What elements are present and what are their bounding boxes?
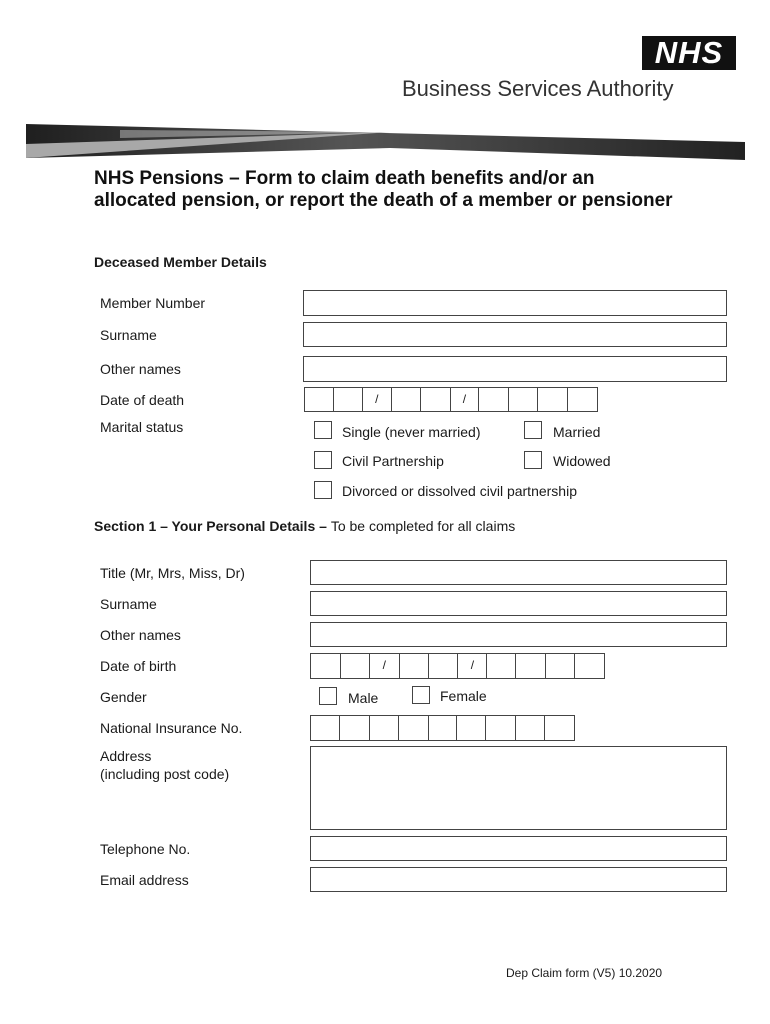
date-cell[interactable] xyxy=(341,654,370,678)
date-cell[interactable] xyxy=(538,388,568,411)
widowed-checkbox[interactable] xyxy=(524,451,542,469)
ni-cell[interactable] xyxy=(370,716,399,740)
civil-partnership-checkbox[interactable] xyxy=(314,451,332,469)
date-separator: / xyxy=(458,654,487,678)
date-cell[interactable] xyxy=(487,654,516,678)
member-number-label: Member Number xyxy=(100,295,206,311)
date-of-death-label: Date of death xyxy=(100,392,185,408)
marital-status-label: Marital status xyxy=(100,419,184,435)
date-cell[interactable] xyxy=(392,388,421,411)
deceased-other-names-field[interactable] xyxy=(303,356,727,382)
deceased-surname-label: Surname xyxy=(100,327,157,343)
address-sublabel: (including post code) xyxy=(100,766,230,782)
section-1-heading xyxy=(94,518,515,534)
date-of-death-field[interactable] xyxy=(304,387,598,412)
deceased-other-names-label: Other names xyxy=(100,361,181,377)
date-separator: / xyxy=(451,388,480,411)
address-label: Address xyxy=(100,748,152,764)
section-1-heading-note: To be completed for all claims xyxy=(330,518,516,534)
organisation-name: Business Services Authority xyxy=(402,76,674,101)
date-cell[interactable] xyxy=(400,654,429,678)
form-title: NHS Pensions – Form to claim death benefits and/or an allocated pension, or report the death of a member or pensioner xyxy=(94,168,673,211)
ni-cell[interactable] xyxy=(399,716,429,740)
married-checkbox[interactable] xyxy=(524,421,542,439)
female-option-label: Female xyxy=(440,688,487,704)
date-cell[interactable] xyxy=(479,388,509,411)
date-cell[interactable] xyxy=(305,388,334,411)
date-of-birth-label: Date of birth xyxy=(100,658,177,674)
married-option-label: Married xyxy=(553,424,601,440)
ni-cell[interactable] xyxy=(311,716,340,740)
surname-label: Surname xyxy=(100,596,157,612)
civil-partnership-option-label: Civil Partnership xyxy=(342,453,444,469)
widowed-option-label: Widowed xyxy=(553,453,611,469)
date-cell[interactable] xyxy=(421,388,451,411)
ni-cell[interactable] xyxy=(457,716,486,740)
ni-number-field[interactable] xyxy=(310,715,575,741)
male-option-label: Male xyxy=(348,690,379,706)
ni-cell[interactable] xyxy=(340,716,370,740)
divorced-checkbox[interactable] xyxy=(314,481,332,499)
date-cell[interactable] xyxy=(334,388,363,411)
gender-label: Gender xyxy=(100,689,147,705)
title-field[interactable] xyxy=(310,560,727,585)
surname-field[interactable] xyxy=(310,591,727,616)
date-cell[interactable] xyxy=(509,388,538,411)
date-cell[interactable] xyxy=(568,388,598,411)
date-cell[interactable] xyxy=(546,654,575,678)
other-names-label: Other names xyxy=(100,627,181,643)
deceased-details-heading: Deceased Member Details xyxy=(94,254,267,270)
date-of-birth-field[interactable] xyxy=(310,653,605,679)
nhs-logo: NHS xyxy=(642,36,736,70)
ni-cell[interactable] xyxy=(486,716,516,740)
telephone-label: Telephone No. xyxy=(100,841,191,857)
single-checkbox[interactable] xyxy=(314,421,332,439)
form-reference: Dep Claim form (V5) 10.2020 xyxy=(506,966,663,980)
address-field[interactable] xyxy=(310,746,727,830)
other-names-field[interactable] xyxy=(310,622,727,647)
header-swoosh-banner xyxy=(0,118,770,166)
date-separator: / xyxy=(363,388,392,411)
date-cell[interactable] xyxy=(575,654,605,678)
email-label: Email address xyxy=(100,872,189,888)
date-separator: / xyxy=(370,654,400,678)
ni-cell[interactable] xyxy=(516,716,545,740)
ni-cell[interactable] xyxy=(545,716,575,740)
female-checkbox[interactable] xyxy=(412,686,430,704)
ni-cell[interactable] xyxy=(429,716,458,740)
member-number-field[interactable] xyxy=(303,290,727,316)
email-field[interactable] xyxy=(310,867,727,892)
date-cell[interactable] xyxy=(516,654,546,678)
date-cell[interactable] xyxy=(311,654,341,678)
ni-number-label: National Insurance No. xyxy=(100,720,243,736)
date-cell[interactable] xyxy=(429,654,459,678)
divorced-option-label: Divorced or dissolved civil partnership xyxy=(342,483,577,499)
deceased-surname-field[interactable] xyxy=(303,322,727,347)
title-label: Title (Mr, Mrs, Miss, Dr) xyxy=(100,565,245,581)
section-1-heading-bold: Section 1 – Your Personal Details – xyxy=(94,518,327,534)
telephone-field[interactable] xyxy=(310,836,727,861)
single-option-label: Single (never married) xyxy=(342,424,481,440)
male-checkbox[interactable] xyxy=(319,687,337,705)
